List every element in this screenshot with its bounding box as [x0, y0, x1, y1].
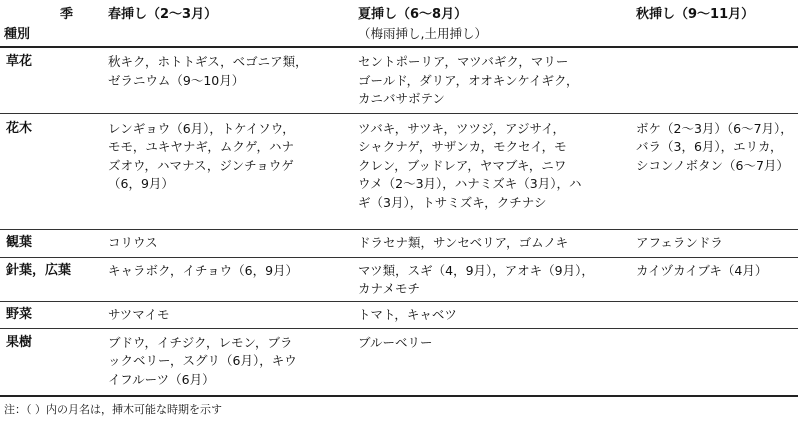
- cell-line: （6，9月）: [108, 176, 174, 191]
- cell-line: ドラセナ類，サンセベリア，ゴムノキ: [358, 234, 569, 250]
- cell-line: コリウス: [108, 234, 158, 250]
- autumn-cell: [628, 113, 798, 229]
- cell-line: 秋キク，ホトトギス，ベゴニア類，: [108, 54, 308, 69]
- cutting-season-table: [0, 2, 798, 397]
- type-header-label: 種別: [4, 27, 31, 42]
- spring-cell: [100, 113, 350, 229]
- summer-cell: [350, 113, 628, 229]
- cell-line: セントポーリア，マツバギク，マリー: [358, 54, 569, 69]
- table-row: [0, 229, 798, 257]
- cell-line: ツバキ，サツキ，ツツジ，アジサイ，: [358, 120, 566, 136]
- table-row: [0, 301, 798, 328]
- spring-header: [100, 2, 350, 47]
- table-header-row: [0, 2, 798, 47]
- category-cell: 野菜: [0, 301, 100, 328]
- cell-line: ウメ（2～3月），ハナミズキ（3月），ハ: [358, 176, 582, 191]
- category-cell: 果樹: [0, 328, 100, 396]
- cell-line: ボケ（2～3月）（6～7月），: [636, 120, 793, 136]
- cell-line: ブドウ，イチジク，レモン，ブラ: [108, 334, 293, 350]
- summer-header-sublabel: （梅雨挿し,土用挿し）: [358, 25, 487, 41]
- cell-line: ギ（3月），トサミズキ，クチナシ: [358, 194, 547, 210]
- spring-cell: [100, 229, 350, 257]
- autumn-cell: [628, 328, 798, 396]
- cell-line: イフルーツ（6月）: [108, 371, 215, 387]
- cell-line: クレン，ブッドレア，ヤマブキ，ニワ: [358, 157, 567, 173]
- cell-line: レンギョウ（6月），トケイソウ，: [108, 120, 295, 136]
- spring-cell: [100, 301, 350, 328]
- category-cell: 草花: [0, 47, 100, 113]
- cell-line: カイヅカイブキ（4月）: [636, 262, 768, 278]
- category-cell: 観葉: [0, 229, 100, 257]
- spring-header-label: 春挿し（2～3月）: [108, 7, 218, 22]
- summer-cell: [350, 301, 628, 328]
- autumn-cell: [628, 257, 798, 301]
- season-header-label: 季: [60, 7, 74, 22]
- table-row: [0, 328, 798, 396]
- category-cell: 花木: [0, 113, 100, 229]
- cell-line: ゼラニウム（9～10月）: [108, 72, 245, 88]
- spring-cell: [100, 328, 350, 396]
- summer-cell: [350, 47, 628, 113]
- summer-header-label: 夏挿し（6～8月）: [358, 7, 468, 22]
- summer-header: [350, 2, 628, 47]
- cell-line: ブルーベリー: [358, 334, 433, 350]
- autumn-cell: [628, 229, 798, 257]
- table-row: [0, 113, 798, 229]
- cell-line: アフェランドラ: [636, 234, 723, 250]
- cell-line: ズオウ，ハマナス，ジンチョウゲ: [108, 157, 294, 173]
- cell-line: バラ（3，6月），エリカ，: [636, 139, 783, 154]
- summer-cell: [350, 328, 628, 396]
- spring-cell: [100, 47, 350, 113]
- cell-line: ゴールド，ダリア，オオキンケイギク，: [358, 72, 579, 88]
- cell-line: カニバサボテン: [358, 91, 445, 106]
- cell-line: シャクナゲ，サザンカ，モクセイ，モ: [358, 139, 567, 154]
- autumn-header-label: 秋挿し（9～11月）: [636, 7, 755, 22]
- summer-cell: [350, 257, 628, 301]
- cell-line: トマト，キャベツ: [358, 306, 457, 322]
- table-row: [0, 47, 798, 113]
- cell-line: モモ，ユキヤナギ，ムクゲ，ハナ: [108, 139, 295, 154]
- cell-line: キャラボク，イチョウ（6，9月）: [108, 262, 299, 278]
- table-row: [0, 257, 798, 301]
- autumn-cell: [628, 301, 798, 328]
- spring-cell: [100, 257, 350, 301]
- autumn-cell: [628, 47, 798, 113]
- cell-line: カナメモチ: [358, 281, 421, 296]
- category-cell: 針葉，広葉: [0, 257, 100, 301]
- summer-cell: [350, 229, 628, 257]
- header-corner-cell: [0, 2, 100, 47]
- autumn-header: [628, 2, 798, 47]
- cell-line: シコンノボタン（6～7月）: [636, 157, 789, 173]
- table-footnote: 注：（ ）内の月名は，挿木可能な時期を示す: [4, 403, 222, 416]
- cell-line: サツマイモ: [108, 306, 170, 322]
- cell-line: マツ類，スギ（4，9月），アオキ（9月），: [358, 262, 594, 278]
- cell-line: ックベリー，スグリ（6月），キウ: [108, 353, 297, 368]
